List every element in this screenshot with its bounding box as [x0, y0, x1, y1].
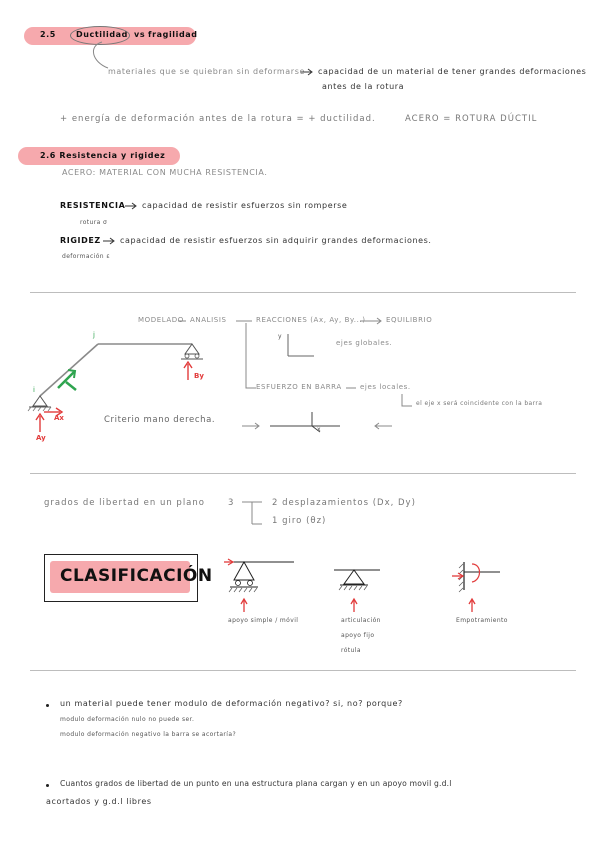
section-2-5-topic-fragilidad: fragilidad: [148, 30, 198, 39]
clasificacion-title: CLASIFICACIÓN: [60, 566, 213, 586]
eje-x-note: el eje x será coincidente con la barra: [416, 400, 543, 407]
label-ay: Ay: [36, 434, 46, 442]
grados-item-giro: 1 giro (θz): [272, 516, 327, 526]
ejes-globales-label: ejes globales.: [336, 339, 393, 347]
local-axis-arrow-y: [66, 382, 76, 390]
rotula-label: rótula: [341, 647, 361, 654]
fragilidad-definition: materiales que se quiebran sin deformarse: [108, 67, 305, 76]
resistencia-definition: capacidad de resistir esfuerzos sin romperse: [142, 201, 348, 210]
bullet-icon: [46, 784, 49, 787]
ejes-locales-label: ejes locales.: [360, 383, 411, 391]
section-2-5-vs: vs: [134, 30, 146, 39]
arrow-icon: [124, 202, 138, 210]
question-1: un material puede tener modulo de deformación negativo? si, no? porque?: [60, 699, 403, 708]
label-x: x: [317, 426, 321, 433]
grados-intro: grados de libertad en un plano: [44, 498, 205, 508]
section-2-5-number: 2.5: [40, 30, 56, 39]
ductilidad-definition-cont: antes de la rotura: [322, 82, 405, 91]
pin-support-a: [28, 396, 51, 411]
apoyo-fijo-label: apoyo fijo: [341, 632, 375, 639]
apoyo-simple-label: apoyo simple / móvil: [228, 617, 299, 624]
label-i: i: [33, 386, 35, 394]
global-axes: [288, 334, 314, 356]
arrow-icon: [102, 237, 116, 245]
ductilidad-definition: capacidad de un material de tener grandes deformaciones: [318, 67, 587, 76]
divider-3: [30, 670, 576, 671]
acero-rotura-ductil: ACERO = ROTURA DÚCTIL: [405, 114, 538, 124]
resistencia-term: RESISTENCIA: [60, 201, 126, 210]
analysis-bracket: [246, 323, 256, 388]
rigidez-definition: capacidad de resistir esfuerzos sin adquirir grandes deformaciones.: [120, 236, 432, 245]
empotramiento-label: Empotramiento: [456, 617, 508, 624]
pin-support-icon: [334, 570, 380, 612]
roller-support-b: [181, 344, 203, 359]
grados-brace: [240, 496, 270, 530]
rigidez-term: RIGIDEZ: [60, 236, 101, 245]
analisis-label: ANALISIS: [190, 316, 227, 324]
label-ax: Ax: [54, 414, 64, 422]
question-2-line-2: acortados y g.d.l libres: [46, 797, 152, 806]
energia-note: + energía de deformación antes de la rotura = + ductilidad.: [60, 114, 376, 124]
label-j: j: [93, 331, 95, 339]
question-2-line-1: Cuantos grados de libertad de un punto en una estructura plana cargan y en un apoyo movil g.d.l: [60, 779, 452, 788]
grados-item-desplazamientos: 2 desplazamientos (Dx, Dy): [272, 498, 416, 508]
modelado-label: MODELADO: [138, 316, 184, 324]
roller-support-icon: [224, 559, 294, 612]
grados-count: 3: [228, 498, 235, 508]
divider-2: [30, 473, 576, 474]
section-2-6-title: 2.6 Resistencia y rigidez: [40, 151, 166, 160]
reacciones-label: REACCIONES (Ax, Ay, By...): [256, 316, 366, 324]
resistencia-subnote: rotura σ: [80, 219, 108, 226]
rigidez-subnote: deformación ε: [62, 253, 110, 260]
support-types-diagram: [210, 548, 510, 620]
criterio-mano-derecha: Criterio mano derecha.: [104, 415, 216, 425]
fixed-support-icon: [452, 562, 500, 612]
question-1-answer-1: modulo deformación nulo no puede ser.: [60, 716, 195, 723]
section-2-5-topic-ductilidad: Ductilidad: [76, 30, 128, 39]
divider-1: [30, 292, 576, 293]
label-y: y: [278, 333, 282, 340]
label-by: By: [194, 372, 204, 380]
esfuerzo-barra-label: ESFUERZO EN BARRA: [256, 383, 342, 391]
equilibrio-label: EQUILIBRIO: [386, 316, 433, 324]
question-1-answer-2: modulo deformación negativo la barra se acortaría?: [60, 731, 237, 738]
arrow-icon: [300, 68, 314, 76]
acero-resistencia-note: ACERO: MATERIAL CON MUCHA RESISTENCIA.: [62, 168, 268, 177]
articulacion-label: articulación: [341, 617, 381, 624]
bullet-icon: [46, 704, 49, 707]
